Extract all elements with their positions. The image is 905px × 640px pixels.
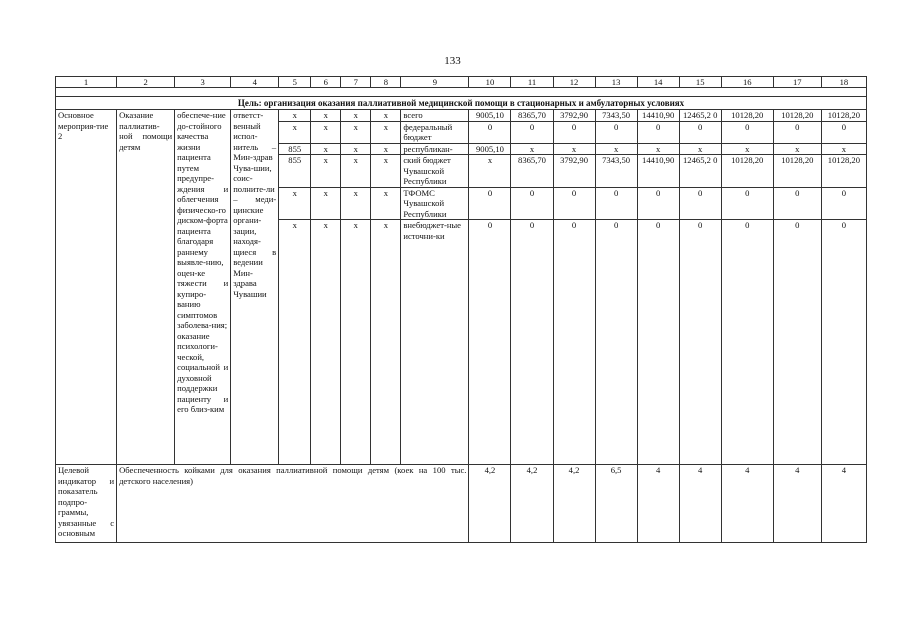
indicator-name: Целевой индикатор и показатель подпро-граммы, увязанные с основным — [56, 465, 117, 543]
cell: 0 — [595, 121, 637, 143]
column-number-row — [56, 77, 867, 88]
cell: 0 — [821, 187, 866, 220]
col-number: 8 — [371, 77, 401, 88]
funding-source: внебюджет-ные источни-ки — [401, 220, 469, 465]
col-number: 13 — [595, 77, 637, 88]
col-number: 2 — [117, 77, 175, 88]
cell: x — [311, 110, 341, 122]
col-number: 4 — [231, 77, 279, 88]
cell: 14410,90 — [637, 110, 679, 122]
col-number: 15 — [679, 77, 721, 88]
cell: 10128,20 — [721, 110, 773, 122]
cell: 0 — [511, 220, 553, 465]
cell: x — [371, 220, 401, 465]
spacer — [56, 88, 867, 97]
activity-title: Оказание паллиатив-ной помощи детям — [117, 110, 175, 465]
funding-source: ТФОМС Чувашской Республики — [401, 187, 469, 220]
funding-source: всего — [401, 110, 469, 122]
cell: 3792,90 — [553, 110, 595, 122]
cell: x — [341, 155, 371, 188]
cell: 0 — [721, 187, 773, 220]
cell: x — [311, 187, 341, 220]
cell: x — [371, 121, 401, 143]
col-number: 7 — [341, 77, 371, 88]
page-number: 133 — [444, 55, 461, 67]
cell: 7343,50 — [595, 110, 637, 122]
cell: 10128,20 — [821, 110, 866, 122]
funding-source: федеральный бюджет — [401, 121, 469, 143]
cell: 10128,20 — [721, 155, 773, 188]
cell: 12465,2 0 — [679, 110, 721, 122]
cell: 0 — [679, 187, 721, 220]
cell: x — [469, 155, 511, 188]
cell: 10128,20 — [821, 155, 866, 188]
cell: 0 — [773, 220, 821, 465]
cell: x — [637, 143, 679, 155]
cell: 0 — [773, 187, 821, 220]
cell: 0 — [821, 220, 866, 465]
indicator-description: Обеспеченность койками для оказания паллиативной помощи детям (коек на 100 тыс. детского населения) — [117, 465, 469, 543]
cell: x — [341, 220, 371, 465]
activity-name: Основное мероприя-тие 2 — [56, 110, 117, 465]
cell: 0 — [595, 220, 637, 465]
activity-description: обеспече-ние до-стойного качества жизни пациента путем предупре-ждения и облегчения физическо-го диском-форта пациента благодаря раннему выявле-нию, оцен-ке тяжести и купиро-ванию симптомов заболева-ния; оказание психологи-ческой, социальной и духовной поддержки пациенту и его близ-ким — [175, 110, 231, 465]
cell: 0 — [553, 121, 595, 143]
cell: 0 — [637, 121, 679, 143]
cell: 0 — [469, 187, 511, 220]
cell: x — [311, 121, 341, 143]
cell: 0 — [637, 187, 679, 220]
cell: x — [279, 110, 311, 122]
funding-source: республикан- — [401, 143, 469, 155]
cell: 9005,10 — [469, 143, 511, 155]
cell: x — [553, 143, 595, 155]
cell: 9005,10 — [469, 110, 511, 122]
goal-text: Цель: организация оказания паллиативной медицинской помощи в стационарных и амбулаторных условиях — [56, 97, 867, 110]
cell: 0 — [469, 121, 511, 143]
cell: 0 — [721, 220, 773, 465]
cell: 8365,70 — [511, 155, 553, 188]
cell: 12465,2 0 — [679, 155, 721, 188]
cell: 0 — [679, 121, 721, 143]
cell: x — [371, 110, 401, 122]
cell: 14410,90 — [637, 155, 679, 188]
cell: 0 — [721, 121, 773, 143]
cell: x — [341, 187, 371, 220]
cell: x — [279, 121, 311, 143]
col-number: 5 — [279, 77, 311, 88]
cell: 4,2 — [553, 465, 595, 543]
cell: x — [311, 220, 341, 465]
cell: 0 — [773, 121, 821, 143]
cell: x — [821, 143, 866, 155]
cell: x — [595, 143, 637, 155]
col-number: 3 — [175, 77, 231, 88]
col-number: 12 — [553, 77, 595, 88]
cell: 0 — [511, 121, 553, 143]
cell: 4 — [773, 465, 821, 543]
cell: 4,2 — [511, 465, 553, 543]
cell: x — [279, 220, 311, 465]
col-number: 17 — [773, 77, 821, 88]
cell: x — [679, 143, 721, 155]
cell: x — [371, 155, 401, 188]
cell: x — [341, 121, 371, 143]
cell: 0 — [553, 220, 595, 465]
program-table — [55, 76, 867, 543]
col-number: 18 — [821, 77, 866, 88]
cell: x — [279, 187, 311, 220]
cell: 0 — [469, 220, 511, 465]
cell: 8365,70 — [511, 110, 553, 122]
cell: x — [311, 143, 341, 155]
cell: 0 — [679, 220, 721, 465]
cell: 0 — [595, 187, 637, 220]
cell: x — [721, 143, 773, 155]
cell: 6,5 — [595, 465, 637, 543]
cell: 4,2 — [469, 465, 511, 543]
cell: x — [511, 143, 553, 155]
cell: 0 — [637, 220, 679, 465]
col-number: 10 — [469, 77, 511, 88]
cell: 0 — [511, 187, 553, 220]
cell: 10128,20 — [773, 155, 821, 188]
cell: x — [371, 187, 401, 220]
cell: 0 — [821, 121, 866, 143]
cell: 7343,50 — [595, 155, 637, 188]
cell: 0 — [553, 187, 595, 220]
cell: x — [371, 143, 401, 155]
funding-source: ский бюджет Чувашской Республики — [401, 155, 469, 188]
cell: 4 — [821, 465, 866, 543]
table-row — [56, 110, 867, 122]
col-number: 16 — [721, 77, 773, 88]
cell: 855 — [279, 143, 311, 155]
cell: x — [773, 143, 821, 155]
cell: 3792,90 — [553, 155, 595, 188]
col-number: 1 — [56, 77, 117, 88]
col-number: 11 — [511, 77, 553, 88]
cell: 4 — [637, 465, 679, 543]
cell: x — [341, 110, 371, 122]
cell: 4 — [721, 465, 773, 543]
col-number: 9 — [401, 77, 469, 88]
cell: 10128,20 — [773, 110, 821, 122]
cell: x — [311, 155, 341, 188]
cell: x — [341, 143, 371, 155]
cell: 855 — [279, 155, 311, 188]
activity-executors: ответст-венный испол-нитель – Мин-здрав Чува-шии, соис-полните-ли – меди-цинские органи-зации, находя-щиеся в ведении Мин-здрава Чувашии — [231, 110, 279, 465]
indicator-row — [56, 465, 867, 543]
col-number: 6 — [311, 77, 341, 88]
goal-row — [56, 97, 867, 110]
col-number: 14 — [637, 77, 679, 88]
cell: 4 — [679, 465, 721, 543]
